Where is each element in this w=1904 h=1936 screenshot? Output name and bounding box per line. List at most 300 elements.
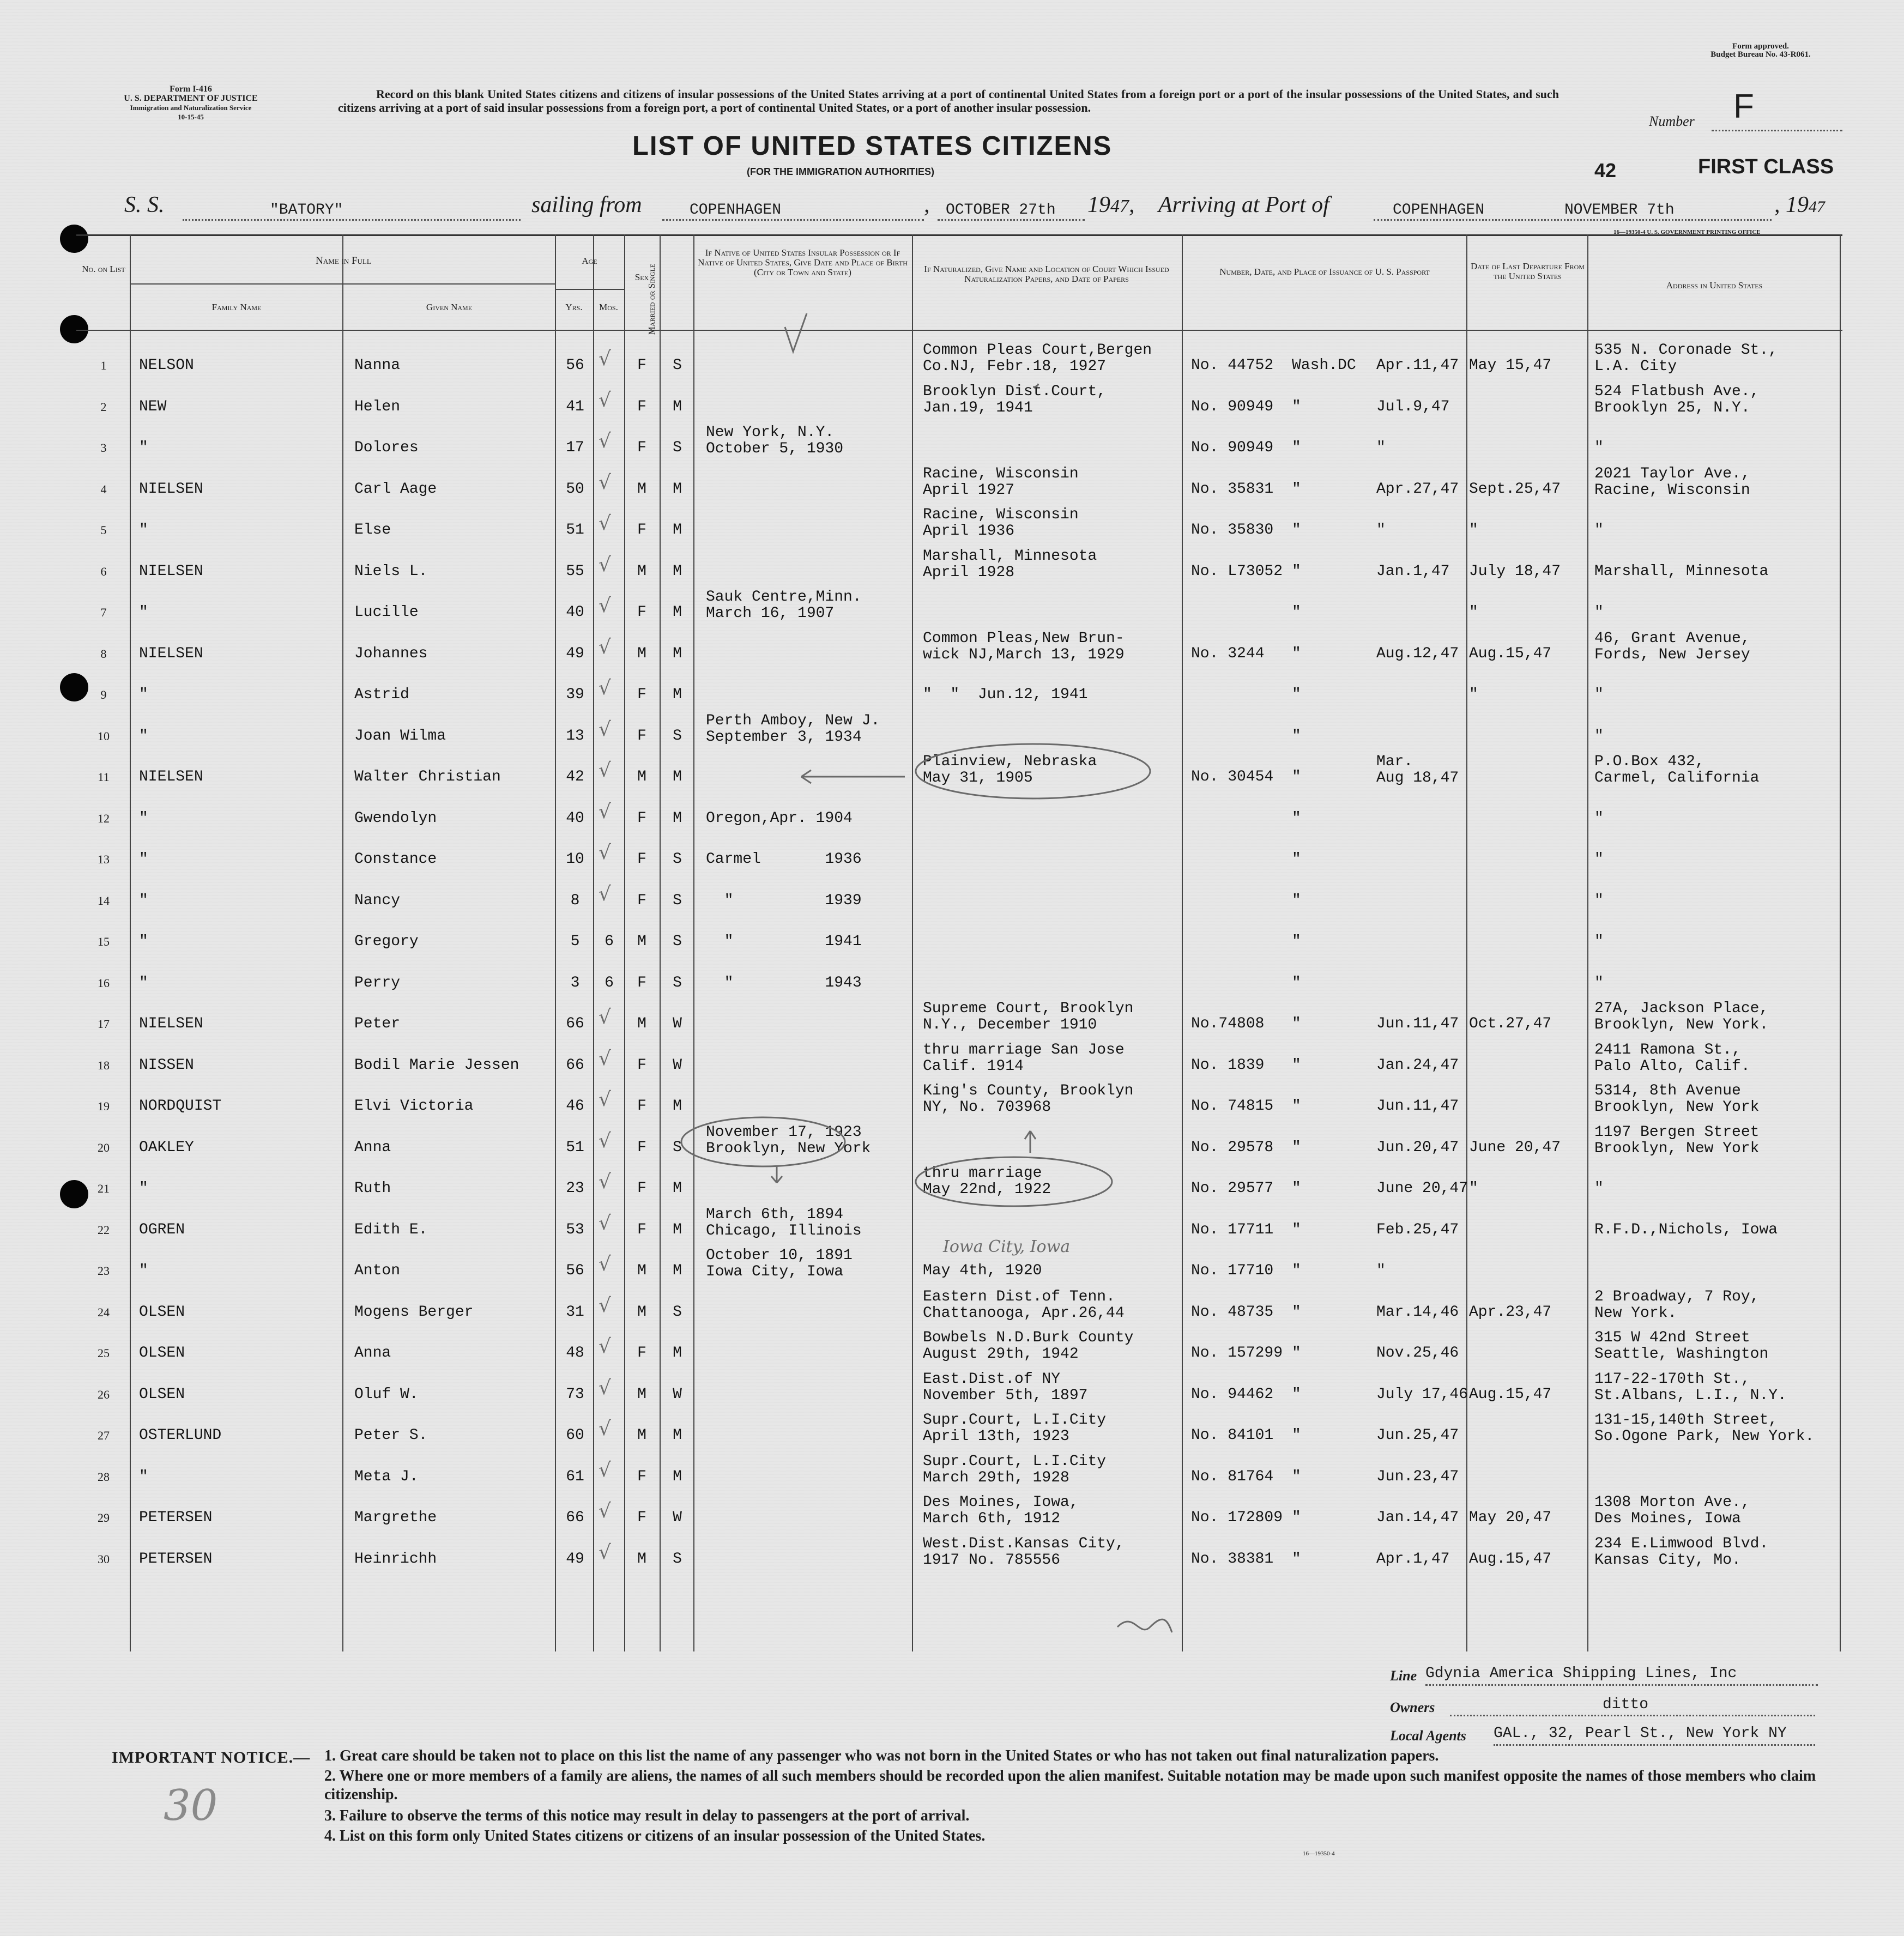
cell-ms: M — [673, 562, 682, 580]
check-mark-icon: √ — [599, 1006, 611, 1028]
cell-sex: F — [637, 1221, 646, 1238]
cell-pdate: Aug.12,47 — [1376, 645, 1459, 662]
row-number: 15 — [98, 935, 110, 948]
cell-family: OGREN — [139, 1221, 185, 1238]
cell-given: Peter — [354, 1015, 401, 1032]
col-birth: If Native of United States Insular Possession or If Native of United States, Give Date and Place of Birth (City or Town and State) — [698, 247, 908, 277]
cell-pdate: Mar. Aug 18,47 — [1376, 753, 1459, 786]
cell-ms: M — [673, 645, 682, 662]
cell-ms: S — [673, 439, 682, 456]
cell-birth: October 10, 1891 Iowa City, Iowa — [706, 1247, 853, 1280]
cell-given: Anton — [354, 1262, 401, 1279]
cell-place: " — [1292, 522, 1301, 539]
cell-place: " — [1292, 1098, 1301, 1115]
cell-pdate: Jun.20,47 — [1376, 1139, 1459, 1156]
cell-given: Gwendolyn — [354, 809, 437, 827]
sailing-date: OCTOBER 27th — [946, 202, 1056, 219]
row-number: 16 — [98, 976, 110, 990]
cell-place: " — [1292, 1139, 1301, 1156]
cell-family: NIELSEN — [139, 562, 203, 580]
cell-pdate: " — [1376, 522, 1386, 539]
arrow-icon — [1025, 1131, 1036, 1153]
budget-bureau-line: Budget Bureau No. 43-R061. — [1710, 50, 1811, 59]
cell-pdate: Apr.1,47 — [1376, 1550, 1450, 1568]
cell-birth: November 17, 1923 Brooklyn, New York — [706, 1123, 871, 1157]
cell-dep: " — [1469, 522, 1478, 539]
cell-addr: " — [1594, 974, 1604, 991]
cell-given: Constance — [354, 851, 437, 868]
cell-yrs: 8 — [570, 892, 580, 909]
cell-given: Helen — [354, 398, 401, 415]
cell-ms: M — [673, 769, 682, 785]
cell-family: " — [139, 686, 148, 703]
cell-passno: No. 35830 — [1191, 522, 1274, 539]
check-mark-icon: √ — [599, 1541, 611, 1564]
row-number: 19 — [98, 1099, 110, 1113]
check-mark-icon: √ — [599, 389, 611, 412]
cell-given: Anna — [354, 1139, 391, 1156]
cell-place: " — [1292, 1015, 1301, 1032]
cell-ms: M — [673, 1098, 682, 1115]
cell-pdate: Jun.11,47 — [1376, 1015, 1459, 1032]
cell-mos: 6 — [605, 974, 614, 991]
form-number: Form I-416 — [170, 84, 212, 94]
ss-label: S. S. — [124, 192, 165, 217]
cell-addr: 117-22-170th St., St.Albans, L.I., N.Y. — [1594, 1370, 1787, 1404]
check-mark-icon: √ — [599, 1088, 611, 1111]
cell-addr: " — [1594, 933, 1604, 950]
notice-1: 1. Great care should be taken not to place on this list the name of any passenger who was not born in the United States or who has not taken out final naturalization papers. — [324, 1747, 1439, 1764]
row-number: 4 — [100, 482, 107, 496]
cell-sex: M — [637, 562, 646, 580]
cell-yrs: 10 — [566, 851, 584, 868]
cell-yrs: 55 — [566, 562, 584, 580]
check-mark-icon: √ — [599, 677, 611, 699]
cell-place: Wash.DC — [1292, 357, 1356, 374]
cell-yrs: 60 — [566, 1427, 584, 1444]
check-mark-icon: √ — [599, 1212, 611, 1235]
cell-family: OSTERLUND — [139, 1427, 222, 1444]
cell-sex: F — [637, 1180, 646, 1197]
cell-birth: " 1943 — [706, 974, 862, 991]
cell-addr: " — [1594, 892, 1604, 909]
cell-ms: M — [673, 1345, 682, 1362]
col-address: Address in United States — [1666, 280, 1763, 291]
cell-addr: 131-15,140th Street, So.Ogone Park, New York. — [1594, 1412, 1815, 1445]
cell-given: Nanna — [354, 357, 401, 374]
row-number: 10 — [98, 729, 110, 743]
agents-label: Local Agents — [1390, 1728, 1466, 1744]
arrival-year: , 1947 — [1774, 192, 1825, 217]
cell-family: OAKLEY — [139, 1139, 194, 1156]
page-subtitle: (FOR THE IMMIGRATION AUTHORITIES) — [747, 166, 934, 177]
cell-ms: W — [673, 1015, 682, 1032]
row-number: 28 — [98, 1469, 110, 1484]
check-mark-icon: √ — [599, 1047, 611, 1070]
cell-sex: F — [637, 398, 646, 415]
cell-pdate: June 20,47 — [1376, 1180, 1468, 1197]
cell-passno: No. 29577 — [1191, 1180, 1274, 1197]
cell-family: " — [139, 522, 148, 539]
cell-ms: M — [673, 480, 682, 498]
cell-yrs: 51 — [566, 522, 584, 539]
cell-nat: Des Moines, Iowa, March 6th, 1912 — [923, 1494, 1079, 1527]
cell-passno: No. 81764 — [1191, 1468, 1274, 1485]
cell-dep: July 18,47 — [1469, 562, 1561, 580]
cell-ms: S — [673, 974, 682, 991]
cell-yrs: 3 — [570, 974, 580, 991]
cell-sex: M — [637, 1015, 646, 1032]
cell-nat: Eastern Dist.of Tenn. Chattanooga, Apr.26,44 — [923, 1288, 1125, 1322]
col-mos: Mos. — [599, 302, 618, 312]
cell-nat: May 4th, 1920 — [923, 1262, 1042, 1279]
cell-family: NELSON — [139, 357, 194, 374]
cell-sex: F — [637, 727, 646, 745]
local-agents: GAL., 32, Pearl St., New York NY — [1494, 1725, 1787, 1742]
cell-ms: S — [673, 1550, 682, 1568]
cell-sex: F — [637, 604, 646, 621]
cell-pdate: Jan.1,47 — [1376, 562, 1450, 580]
check-mark-icon — [785, 313, 807, 352]
check-mark-icon: √ — [599, 636, 611, 658]
cell-ms: S — [673, 357, 682, 374]
cell-birth: " 1939 — [706, 892, 862, 909]
cell-birth: New York, N.Y. October 5, 1930 — [706, 424, 844, 457]
cell-given: Else — [354, 522, 391, 539]
cell-passno: No. 35831 — [1191, 480, 1274, 498]
cell-addr: " — [1594, 809, 1604, 827]
cell-sex: F — [637, 1098, 646, 1115]
cell-place: " — [1292, 562, 1301, 580]
cell-addr: 234 E.Limwood Blvd. Kansas City, Mo. — [1594, 1535, 1769, 1569]
cell-yrs: 56 — [566, 1262, 584, 1279]
row-number: 17 — [98, 1017, 110, 1031]
cell-sex: M — [637, 480, 646, 498]
cell-place: " — [1292, 1386, 1301, 1403]
cell-ms: S — [673, 1139, 682, 1156]
cell-addr: R.F.D.,Nichols, Iowa — [1594, 1221, 1778, 1238]
check-mark-icon: √ — [599, 1253, 611, 1275]
cell-yrs: 48 — [566, 1345, 584, 1362]
cell-ms: S — [673, 727, 682, 745]
cell-addr: 524 Flatbush Ave., Brooklyn 25, N.Y. — [1594, 383, 1760, 416]
cell-family: " — [139, 1262, 148, 1279]
departure-port: COPENHAGEN — [690, 202, 782, 219]
cell-nat: Bowbels N.D.Burk County August 29th, 1942 — [923, 1329, 1134, 1363]
cell-sex: F — [637, 686, 646, 703]
cell-addr: P.O.Box 432, Carmel, California — [1594, 753, 1760, 786]
cell-pdate: Jun.25,47 — [1376, 1427, 1459, 1444]
cell-place: " — [1292, 1468, 1301, 1485]
cell-passno: No.74808 — [1191, 1015, 1265, 1032]
cell-given: Joan Wilma — [354, 727, 446, 745]
cell-family: NORDQUIST — [139, 1098, 222, 1115]
col-given-name: Given Name — [426, 302, 473, 312]
cell-pdate: Jun.11,47 — [1376, 1098, 1459, 1115]
cell-sex: M — [637, 769, 646, 785]
scribble-icon — [1117, 1619, 1172, 1632]
cell-sex: M — [637, 1550, 646, 1568]
cell-dep: June 20,47 — [1469, 1139, 1561, 1156]
cell-yrs: 56 — [566, 357, 584, 374]
cell-pdate: Apr.27,47 — [1376, 480, 1459, 498]
cell-passno: No. L73052 — [1191, 562, 1283, 580]
circle-annotation-icon — [916, 1157, 1112, 1206]
cell-place: " — [1292, 686, 1301, 703]
cell-passno: No. 38381 — [1191, 1550, 1274, 1568]
cell-ms: M — [673, 1262, 682, 1279]
cell-family: " — [139, 1468, 148, 1485]
row-number: 1 — [100, 359, 107, 372]
cell-addr: Marshall, Minnesota — [1594, 562, 1769, 580]
shipping-line: Gdynia America Shipping Lines, Inc — [1425, 1665, 1737, 1682]
cell-given: Carl Aage — [354, 480, 437, 498]
cell-pdate: July 17,46 — [1376, 1386, 1468, 1403]
owners-label: Owners — [1390, 1699, 1435, 1715]
cell-pdate: " — [1376, 1262, 1386, 1279]
cell-yrs: 61 — [566, 1468, 584, 1485]
cell-given: Heinrichh — [354, 1550, 437, 1568]
cell-passno: No. 1839 — [1191, 1056, 1265, 1074]
cell-mos: 6 — [605, 933, 614, 950]
cell-birth: " 1941 — [706, 933, 862, 950]
cell-yrs: 17 — [566, 439, 584, 456]
cell-dep: May 20,47 — [1469, 1509, 1552, 1526]
cell-given: Ruth — [354, 1180, 391, 1197]
circle-annotation-icon — [681, 1117, 845, 1166]
cell-pdate: Nov.25,46 — [1376, 1345, 1459, 1362]
number-label: Number — [1649, 113, 1695, 129]
cell-given: Perry — [354, 974, 401, 991]
cell-nat: Racine, Wisconsin April 1927 — [923, 465, 1079, 499]
department: U. S. DEPARTMENT OF JUSTICE — [124, 94, 258, 103]
row-number: 6 — [100, 564, 107, 578]
cell-family: " — [139, 439, 148, 456]
check-mark-icon: √ — [599, 595, 611, 617]
sailing-year: 1947, — [1087, 192, 1135, 217]
row-number: 12 — [98, 811, 110, 825]
cell-ms: M — [673, 1180, 682, 1197]
row-number: 5 — [100, 523, 107, 537]
cell-given: Lucille — [354, 604, 419, 621]
col-sex: Sex — [634, 272, 649, 282]
col-last-departure: Date of Last Departure From the United States — [1471, 261, 1585, 281]
cell-sex: F — [637, 974, 646, 991]
cell-dep: Sept.25,47 — [1469, 480, 1561, 498]
cell-place: " — [1292, 604, 1301, 621]
col-passport: Number, Date, and Place of Issuance of U. S. Passport — [1219, 267, 1430, 277]
cell-ms: M — [673, 1427, 682, 1444]
notice-4: 4. List on this form only United States citizens or citizens of an insular possession of the United States. — [324, 1828, 986, 1844]
cell-yrs: 42 — [566, 769, 584, 785]
cell-nat: Marshall, Minnesota April 1928 — [923, 547, 1097, 581]
row-number: 2 — [100, 400, 107, 414]
number-value: F — [1733, 88, 1754, 125]
cell-addr: " — [1594, 522, 1604, 539]
check-mark-icon: √ — [599, 800, 611, 823]
cell-addr: 2021 Taylor Ave., Racine, Wisconsin — [1594, 465, 1750, 499]
cell-addr: 5314, 8th Avenue Brooklyn, New York — [1594, 1082, 1760, 1116]
cell-given: Walter Christian — [354, 769, 501, 785]
cell-family: NIELSEN — [139, 645, 203, 662]
cell-given: Margrethe — [354, 1509, 437, 1526]
cell-nat: East.Dist.of NY November 5th, 1897 — [923, 1370, 1088, 1404]
col-age: Age — [582, 256, 597, 266]
cell-dep: May 15,47 — [1469, 357, 1552, 374]
page-number: 42 — [1594, 159, 1617, 182]
row-number: 13 — [98, 852, 110, 866]
cell-yrs: 39 — [566, 686, 584, 703]
cell-pdate: Jul.9,47 — [1376, 398, 1450, 415]
cell-place: " — [1292, 480, 1301, 498]
cell-passno: No. 90949 — [1191, 398, 1274, 415]
cell-pdate: Jun.23,47 — [1376, 1468, 1459, 1485]
cell-sex: M — [637, 1427, 646, 1444]
row-number: 30 — [98, 1552, 110, 1566]
cell-pdate: Jan.14,47 — [1376, 1509, 1459, 1526]
cell-ms: W — [673, 1056, 682, 1074]
record-instructions: Record on this blank United States citizens and citizens of insular possessions of the United States arriving at a port of continental United States from a foreign port or a port of the insular possessions of the United States, and such citizens arriving at a port of said insular possessions from a foreign port, a port of continental United States, or a port of another insular possession. — [338, 87, 1559, 114]
check-mark-icon: √ — [599, 1376, 611, 1399]
cell-family: OLSEN — [139, 1345, 185, 1362]
cell-dep: " — [1469, 604, 1478, 621]
cell-passno: No. 30454 — [1191, 769, 1274, 785]
cell-sex: F — [637, 522, 646, 539]
cell-dep: " — [1469, 686, 1478, 703]
cell-nat: Common Pleas Court,Bergen Co.NJ, Febr.18, 1927 — [923, 342, 1152, 375]
cell-addr: 1197 Bergen Street Brooklyn, New York — [1594, 1123, 1760, 1157]
cell-place: " — [1292, 1221, 1301, 1238]
arrow-icon — [801, 770, 905, 783]
cell-family: " — [139, 851, 148, 868]
approved-line: Form approved. — [1732, 42, 1789, 51]
cell-yrs: 49 — [566, 1550, 584, 1568]
cell-sex: M — [637, 1303, 646, 1321]
cell-family: " — [139, 809, 148, 827]
cell-nat: King's County, Brooklyn NY, No. 703968 — [923, 1082, 1134, 1116]
cell-place: " — [1292, 769, 1301, 785]
cell-ms: W — [673, 1386, 682, 1403]
check-mark-icon: √ — [599, 718, 611, 741]
cell-family: NEW — [139, 398, 167, 415]
cell-addr: 27A, Jackson Place, Brooklyn, New York. — [1594, 1000, 1769, 1033]
cell-addr: 2411 Ramona St., Palo Alto, Calif. — [1594, 1041, 1750, 1075]
notice-3: 3. Failure to observe the terms of this notice may result in delay to passengers at the port of arrival. — [324, 1807, 970, 1824]
cell-pdate: Jan.24,47 — [1376, 1056, 1459, 1074]
cell-place: " — [1292, 1509, 1301, 1526]
cell-given: Anna — [354, 1345, 391, 1362]
cell-sex: M — [637, 645, 646, 662]
cell-passno: No. 94462 — [1191, 1386, 1274, 1403]
cell-place: " — [1292, 1180, 1301, 1197]
check-mark-icon: √ — [599, 842, 611, 864]
cell-passno: No. 84101 — [1191, 1427, 1274, 1444]
sailing-label: sailing from — [531, 192, 642, 217]
check-mark-icon: √ — [599, 1500, 611, 1522]
cell-addr: 535 N. Coronade St., L.A. City — [1594, 342, 1778, 375]
cell-given: Gregory — [354, 933, 419, 950]
cell-place: " — [1292, 974, 1301, 991]
cell-addr: " — [1594, 1180, 1604, 1197]
cell-sex: M — [637, 1386, 646, 1403]
cell-yrs: 5 — [570, 933, 580, 950]
cell-yrs: 46 — [566, 1098, 584, 1115]
cell-yrs: 13 — [566, 727, 584, 745]
check-mark-icon: √ — [599, 1294, 611, 1317]
cell-nat: Common Pleas,New Brun- wick NJ,March 13, 1929 — [923, 630, 1125, 663]
cell-sex: F — [637, 1139, 646, 1156]
cell-given: Mogens Berger — [354, 1303, 474, 1321]
cell-yrs: 53 — [566, 1221, 584, 1238]
cell-nat: Supreme Court, Brooklyn N.Y., December 1910 — [923, 1000, 1134, 1033]
cell-sex: F — [637, 439, 646, 456]
row-number: 18 — [98, 1058, 110, 1072]
notice-2: 2. Where one or more members of a family are aliens, the names of all such members should be recorded upon the alien manifest. Suitable notation may be made upon such manifest opposite the names of those members who claim citizenship. — [324, 1768, 1816, 1803]
cell-nat: " " Jun.12, 1941 — [923, 686, 1088, 703]
cell-yrs: 40 — [566, 604, 584, 621]
check-mark-icon: √ — [599, 471, 611, 494]
cell-yrs: 66 — [566, 1509, 584, 1526]
cell-given: Peter S. — [354, 1427, 428, 1444]
cell-birth: Sauk Centre,Minn. March 16, 1907 — [706, 589, 862, 622]
owners: ditto — [1603, 1696, 1649, 1713]
row-number: 9 — [100, 688, 107, 701]
cell-addr: 46, Grant Avenue, Fords, New Jersey — [1594, 630, 1750, 663]
cell-place: " — [1292, 933, 1301, 950]
cell-sex: F — [637, 1345, 646, 1362]
cell-ms: S — [673, 892, 682, 909]
check-mark-icon: √ — [599, 759, 611, 782]
col-married-single: Married or Single — [646, 263, 657, 335]
cell-yrs: 51 — [566, 1139, 584, 1156]
cell-given: Niels L. — [354, 562, 428, 580]
passenger-class: FIRST CLASS — [1698, 155, 1834, 178]
cell-addr: " — [1594, 851, 1604, 868]
cell-sex: F — [637, 809, 646, 827]
cell-given: Dolores — [354, 439, 419, 456]
cell-nat: Brooklyn Dist.Court, Jan.19, 1941 — [923, 383, 1107, 416]
cell-yrs: 73 — [566, 1386, 584, 1403]
cell-place: " — [1292, 439, 1301, 456]
cell-family: PETERSEN — [139, 1509, 213, 1526]
check-mark-icon: √ — [599, 553, 611, 576]
cell-yrs: 50 — [566, 480, 584, 498]
cell-pdate: Feb.25,47 — [1376, 1221, 1459, 1238]
cell-given: Astrid — [354, 686, 409, 703]
col-name-in-full: Name in Full — [316, 255, 371, 267]
cell-family: " — [139, 604, 148, 621]
cell-addr: " — [1594, 604, 1604, 621]
cell-family: " — [139, 892, 148, 909]
cell-passno: No. 74815 — [1191, 1098, 1274, 1115]
cell-dep: Apr.23,47 — [1469, 1303, 1552, 1321]
check-mark-icon: √ — [599, 882, 611, 905]
cell-ms: M — [673, 809, 682, 827]
col-no: No. on List — [82, 264, 125, 274]
cell-yrs: 66 — [566, 1056, 584, 1074]
arrow-icon — [771, 1166, 782, 1183]
handwritten-iowa-city: Iowa City, Iowa — [943, 1237, 1071, 1256]
cell-family: NISSEN — [139, 1056, 194, 1074]
bracket-icon — [1033, 384, 1038, 387]
arrival-port: COPENHAGEN — [1393, 202, 1485, 219]
check-mark-icon: √ — [599, 430, 611, 452]
handwritten-count: 30 — [164, 1781, 218, 1830]
cell-nat: thru marriage May 22nd, 1922 — [923, 1165, 1051, 1198]
cell-place: " — [1292, 1427, 1301, 1444]
cell-given: Nancy — [354, 892, 401, 909]
cell-nat: Supr.Court, L.I.City March 29th, 1928 — [923, 1453, 1107, 1486]
